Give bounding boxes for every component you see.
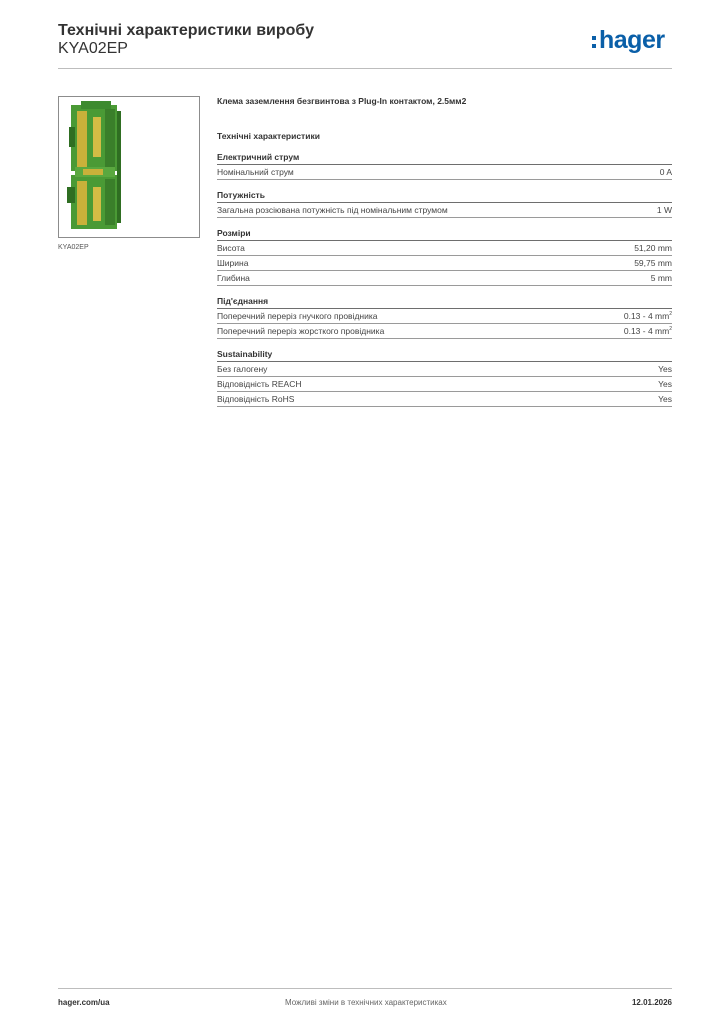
spec-value: 59,75 mm — [634, 258, 672, 268]
group-title: Потужність — [217, 189, 672, 203]
footer-date: 12.01.2026 — [631, 998, 672, 1007]
footer-website-link[interactable]: hager.com/ua — [58, 998, 110, 1007]
specs-title: Технічні характеристики — [217, 131, 320, 141]
hager-logo[interactable] — [592, 26, 665, 54]
spec-row — [217, 271, 672, 286]
superscript: 2 — [669, 311, 672, 318]
spec-value: 0.13 - 4 $mm^2$ — [623, 326, 672, 336]
header-divider — [58, 68, 672, 69]
spec-value: 5 mm — [650, 273, 672, 283]
spec-row — [217, 362, 672, 377]
group-title: Розміри — [217, 227, 672, 241]
spec-label: Ширина — [217, 258, 249, 268]
spec-group-connection — [217, 295, 672, 339]
spec-value: 1 W — [656, 205, 672, 215]
spec-row — [217, 203, 672, 218]
product-description: Клема заземлення безгвинтова з Plug-In контактом, 2.5мм2 — [217, 96, 467, 106]
spec-value: Yes — [658, 379, 672, 389]
spec-value: 0.13 - 4 $mm^2$ — [623, 311, 672, 321]
superscript: 2 — [669, 326, 672, 333]
spec-value: 0 A — [659, 167, 672, 177]
spec-row — [217, 165, 672, 180]
spec-row — [217, 256, 672, 271]
spec-value: Yes — [658, 394, 672, 404]
logo-text: hager — [599, 26, 665, 54]
spec-label: Поперечний переріз жорсткого провідника — [217, 326, 385, 336]
spec-group-power — [217, 189, 672, 218]
group-title: Під'єднання — [217, 295, 672, 309]
spec-value: 51,20 mm — [634, 243, 672, 253]
spec-row — [217, 309, 672, 324]
spec-group-dimensions — [217, 227, 672, 286]
spec-row — [217, 377, 672, 392]
spec-label: Номінальний струм — [217, 167, 294, 177]
spec-row — [217, 241, 672, 256]
spec-group-current — [217, 151, 672, 180]
spec-label: Без галогену — [217, 364, 268, 374]
spec-label: Висота — [217, 243, 245, 253]
spec-label: Відповідність RoHS — [217, 394, 295, 404]
spec-label: Загальна розсіювана потужність під номінальним струмом — [217, 205, 448, 215]
specifications — [217, 95, 672, 407]
page-title: Технічні характеристики виробу — [58, 22, 314, 39]
image-caption: KYA02EP — [58, 244, 89, 251]
product-image — [58, 96, 200, 238]
spec-row — [217, 324, 672, 339]
product-code: KYA02EP — [58, 40, 128, 57]
spec-label: Поперечний переріз гнучкого провідника — [217, 311, 378, 321]
spec-label: Відповідність REACH — [217, 379, 302, 389]
spec-row — [217, 392, 672, 407]
spec-group-sustainability — [217, 348, 672, 407]
group-title: Sustainability — [217, 348, 672, 362]
terminal-block-icon — [59, 97, 199, 237]
spec-label: Глибина — [217, 273, 250, 283]
footer-notice: Можливі зміни в технічних характеристиках — [285, 998, 447, 1007]
logo-colon-icon — [592, 36, 596, 48]
spec-value: Yes — [658, 364, 672, 374]
footer-divider — [58, 988, 672, 989]
group-title: Електричний струм — [217, 151, 672, 165]
